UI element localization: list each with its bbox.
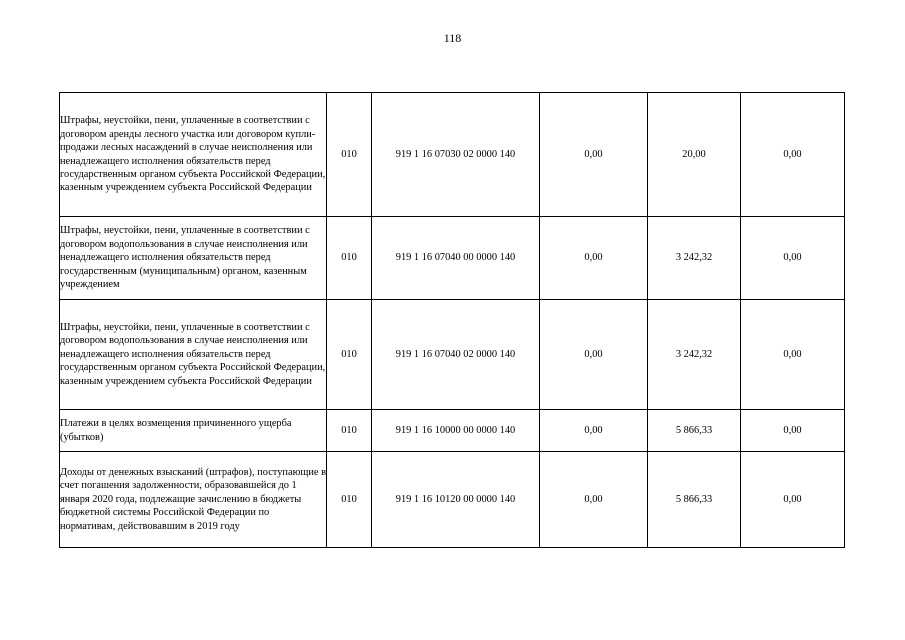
income-name-cell: Доходы от денежных взысканий (штрафов), поступающие в счет погашения задолженности, образовавшейся до 1 января 2020 года, подлежащие зачислению в бюджеты бюджетной системы Российской Федерации по нормативам, действовавшим в 2019 году: [60, 452, 327, 548]
admin-code-cell: 010: [327, 217, 372, 300]
income-name-cell: Штрафы, неустойки, пени, уплаченные в соответствии с договором аренды лесного участка или договором купли-продажи лесных насаждений в случае неисполнения или ненадлежащего исполнения обязательств перед государственным органом субъекта Российской Федерации, казенным учреждением субъекта Российской Федерации: [60, 93, 327, 217]
value-cell-2: 3 242,32: [648, 217, 741, 300]
value-cell-1: 0,00: [540, 410, 648, 452]
budget-classification-code-cell: 919 1 16 10120 00 0000 140: [372, 452, 540, 548]
budget-classification-code-cell: 919 1 16 10000 00 0000 140: [372, 410, 540, 452]
budget-classification-code-cell: 919 1 16 07030 02 0000 140: [372, 93, 540, 217]
value-cell-3: 0,00: [741, 300, 845, 410]
value-cell-3: 0,00: [741, 93, 845, 217]
budget-classification-code-cell: 919 1 16 07040 00 0000 140: [372, 217, 540, 300]
value-cell-3: 0,00: [741, 452, 845, 548]
value-cell-3: 0,00: [741, 410, 845, 452]
value-cell-1: 0,00: [540, 452, 648, 548]
income-name-cell: Штрафы, неустойки, пени, уплаченные в соответствии с договором водопользования в случае неисполнения или ненадлежащего исполнения обязательств перед государственным (муниципальным) органом, казенным учреждением: [60, 217, 327, 300]
budget-classification-code-cell: 919 1 16 07040 02 0000 140: [372, 300, 540, 410]
value-cell-2: 3 242,32: [648, 300, 741, 410]
admin-code-cell: 010: [327, 93, 372, 217]
page-number: 118: [443, 31, 462, 45]
table-row: [60, 300, 845, 410]
income-name-cell: Платежи в целях возмещения причиненного ущерба (убытков): [60, 410, 327, 452]
table-row: [60, 217, 845, 300]
value-cell-1: 0,00: [540, 300, 648, 410]
budget-table: [59, 92, 845, 548]
income-name-cell: Штрафы, неустойки, пени, уплаченные в соответствии с договором водопользования в случае неисполнения или ненадлежащего исполнения обязательств перед государственным органом субъекта Российской Федерации, казенным учреждением субъекта Российской Федерации: [60, 300, 327, 410]
admin-code-cell: 010: [327, 452, 372, 548]
table-row: [60, 452, 845, 548]
admin-code-cell: 010: [327, 410, 372, 452]
value-cell-2: 5 866,33: [648, 452, 741, 548]
admin-code-cell: 010: [327, 300, 372, 410]
value-cell-1: 0,00: [540, 217, 648, 300]
value-cell-1: 0,00: [540, 93, 648, 217]
value-cell-2: 20,00: [648, 93, 741, 217]
value-cell-2: 5 866,33: [648, 410, 741, 452]
table-row: [60, 410, 845, 452]
table-row: [60, 93, 845, 217]
value-cell-3: 0,00: [741, 217, 845, 300]
